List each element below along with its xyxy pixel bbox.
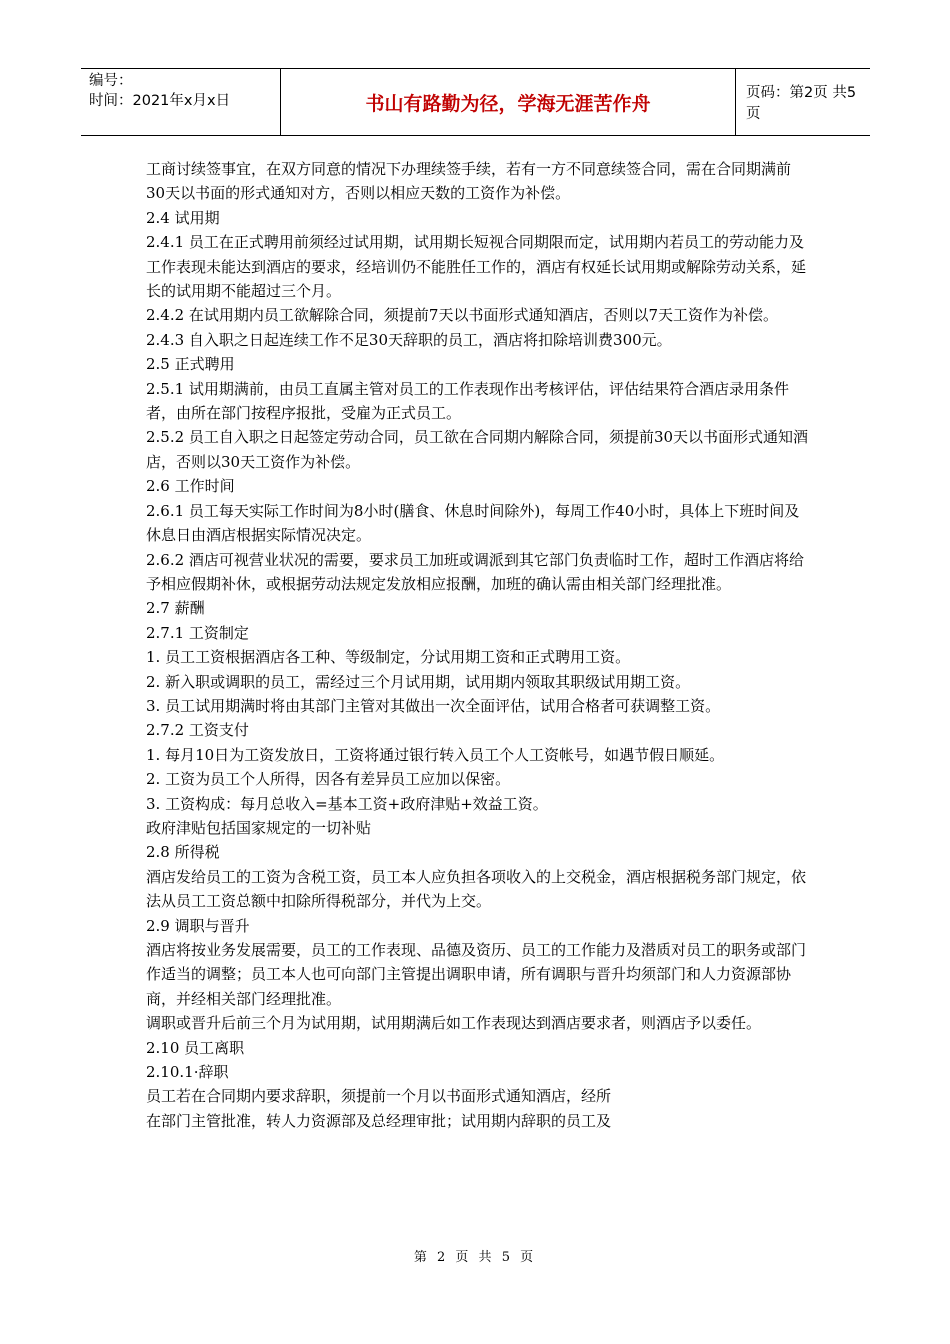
paragraph: 酒店将按业务发展需要，员工的工作表现、品德及资历、员工的工作能力及潜质对员工的职务或部门作适当的调整；员工本人也可向部门主管提出调职申请，所有调职与晋升均须部门和人力资源部协商，并经相关部门经理批准。 — [146, 941, 807, 1008]
list-item: 2. 新入职或调职的员工，需经过三个月试用期，试用期内领取其职级试用期工资。 — [146, 672, 691, 691]
subsection-heading: 2.10.1·辞职 — [146, 1063, 229, 1082]
document-time-label: 时间：2021年x月x日 — [89, 93, 231, 109]
header-motto: 书山有路勤为径，学海无涯苦作舟 — [365, 92, 651, 115]
section-heading: 2.10 员工离职 — [146, 1038, 245, 1057]
document-number-label: 编号： — [89, 73, 133, 89]
subsection-heading: 2.7.2 工资支付 — [146, 721, 249, 740]
list-item: 1. 每月10日为工资发放日，工资将通过银行转入员工个人工资帐号，如遇节假日顺延。 — [146, 745, 725, 764]
paragraph: 2.6.1 员工每天实际工作时间为8小时(膳食、休息时间除外)，每周工作40小时，具体上下班时间及休息日由酒店根据实际情况决定。 — [146, 501, 800, 545]
section-heading: 2.7 薪酬 — [146, 599, 205, 618]
list-item: 1. 员工工资根据酒店各工种、等级制定，分试用期工资和正式聘用工资。 — [146, 648, 631, 667]
header-motto-cell — [281, 69, 736, 135]
header-page-label: 页码：第2页 共5页 — [746, 85, 857, 122]
paragraph: 政府津贴包括国家规定的一切补贴 — [146, 818, 372, 837]
document-body — [146, 157, 810, 1133]
paragraph: 工商讨续签事宜，在双方同意的情况下办理续签手续，若有一方不同意续签合同，需在合同期满前30天以书面的形式通知对方，否则以相应天数的工资作为补偿。 — [146, 160, 792, 203]
paragraph: 在部门主管批准，转人力资源部及总经理审批；试用期内辞职的员工及 — [146, 1111, 612, 1130]
section-heading: 2.5 正式聘用 — [146, 355, 235, 374]
paragraph: 调职或晋升后前三个月为试用期，试用期满后如工作表现达到酒店要求者，则酒店予以委任。 — [146, 1014, 762, 1033]
section-heading: 2.9 调职与晋升 — [146, 916, 250, 935]
header-meta — [81, 69, 281, 135]
paragraph: 员工若在合同期内要求辞职，须提前一个月以书面形式通知酒店，经所 — [146, 1087, 612, 1106]
page-header — [81, 68, 870, 136]
paragraph: 2.4.1 员工在正式聘用前须经过试用期，试用期长短视合同期限而定，试用期内若员工的劳动能力及工作表现未能达到酒店的要求，经培训仍不能胜任工作的，酒店有权延长试用期或解除劳动关系，延长的试用期不能超过三个月。 — [146, 233, 807, 301]
page-footer: 第 2 页 共 5 页 — [413, 1250, 537, 1265]
section-heading: 2.6 工作时间 — [146, 477, 235, 496]
paragraph: 2.4.2 在试用期内员工欲解除合同，须提前7天以书面形式通知酒店，否则以7天工资作为补偿。 — [146, 306, 779, 325]
section-heading: 2.4 试用期 — [146, 208, 220, 227]
paragraph: 2.5.1 试用期满前，由员工直属主管对员工的工作表现作出考核评估，评估结果符合酒店录用条件者，由所在部门按程序报批，受雇为正式员工。 — [146, 379, 789, 423]
paragraph: 2.4.3 自入职之日起连续工作不足30天辞职的员工，酒店将扣除培训费300元。 — [146, 330, 672, 349]
list-item: 3. 工资构成：每月总收入=基本工资+政府津贴+效益工资。 — [146, 794, 548, 813]
section-heading: 2.8 所得税 — [146, 843, 220, 862]
paragraph: 酒店发给员工的工资为含税工资，员工本人应负担各项收入的上交税金，酒店根据税务部门规定，依法从员工工资总额中扣除所得税部分，并代为上交。 — [146, 867, 807, 911]
paragraph: 2.5.2 员工自入职之日起签定劳动合同，员工欲在合同期内解除合同，须提前30天以书面形式通知酒店，否则以30天工资作为补偿。 — [146, 428, 809, 471]
subsection-heading: 2.7.1 工资制定 — [146, 623, 249, 642]
list-item: 3. 员工试用期满时将由其部门主管对其做出一次全面评估，试用合格者可获调整工资。 — [146, 696, 721, 715]
list-item: 2. 工资为员工个人所得，因各有差异员工应加以保密。 — [146, 770, 511, 789]
paragraph: 2.6.2 酒店可视营业状况的需要，要求员工加班或调派到其它部门负责临时工作，超时工作酒店将给予相应假期补休，或根据劳动法规定发放相应报酬，加班的确认需由相关部门经理批准。 — [146, 550, 804, 593]
